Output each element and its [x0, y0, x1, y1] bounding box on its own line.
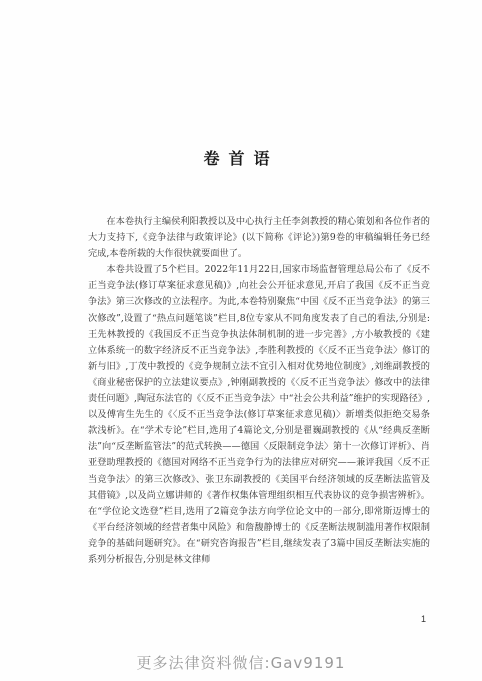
body-text — [88, 214, 430, 568]
page-number: 1 — [421, 614, 427, 624]
page-title: 卷首语 — [203, 149, 279, 168]
watermark-text: 更多法律资料微信:Gav9191 — [136, 654, 346, 672]
paragraph-intro: 在本卷执行主编侯利阳教授以及中心执行主任李剑教授的精心策划和各位作者的大力支持下,《竞争法律与政策评论》(以下简称《评论》)第9卷的审稿编辑任务已经完成,本卷所载的大作很快就要面世了。 — [88, 216, 430, 260]
paragraph-columns: 本卷共设置了5个栏目。2022年11月22日,国家市场监督管理总局公布了《反不正当竞争法(修订草案征求意见稿)》,向社会公开征求意见,开启了我国《反不正当竞争法》第三次修改的立法程序。为此,本卷特别聚焦“中国《反不正当竞争法》的第三次修改”,设置了“热点问题笔谈”栏目,8位专家从不同角度发表了自己的看法,分别是:王先林教授的《我国反不正当竞争执法体制机制的进一步完善》,方小敏教授的《建立体系统一的数字经济反不正当竞争法》,李胜利教授的《〈反不正当竞争法〉修订的新与旧》,丁茂中教授的《竞争规制立法不宜引入相对优势地位制度》,刘维副教授的《商业秘密保护的立法建议要点》,钟刚副教授的《〈反不正当竞争法〉修改中的法律责任问题》,陶冠东法官的《〈反不正当竞争法〉中“社会公共利益”维护的实现路径》,以及傅宵生先生的《〈反不正当竞争法(修订草案征求意见稿)〉新增类似拒绝交易条款浅析》。在“学术专论”栏目,选用了4篇论文,分别是翟巍副教授的《从“经典反垄断法”向“反垄断监管法”的范式转换——德国〈反限制竞争法〉第十一次修订评析》、肖亚登助理教授的《德国对网络不正当竞争行为的法律应对研究——兼评我国〈反不正当竞争法〉的第三次修改》、张卫东副教授的《美国平台经济领域的反垄断法监管及其借镜》,以及尚立娜讲师的《著作权集体管理组织相互代表协议的竞争损害辨析》。在“学位论文选登”栏目,选用了2篇竞争法方向学位论文中的一部分,即常斯迈博士的《平台经济领域的经营者集中风险》和詹馥静博士的《反垄断法规制滥用著作权限制竞争的基础问题研究》。在“研究咨询报告”栏目,继续发表了3篇中国反垄断法实施的系列分析报告,分别是林文律师 — [88, 264, 430, 565]
